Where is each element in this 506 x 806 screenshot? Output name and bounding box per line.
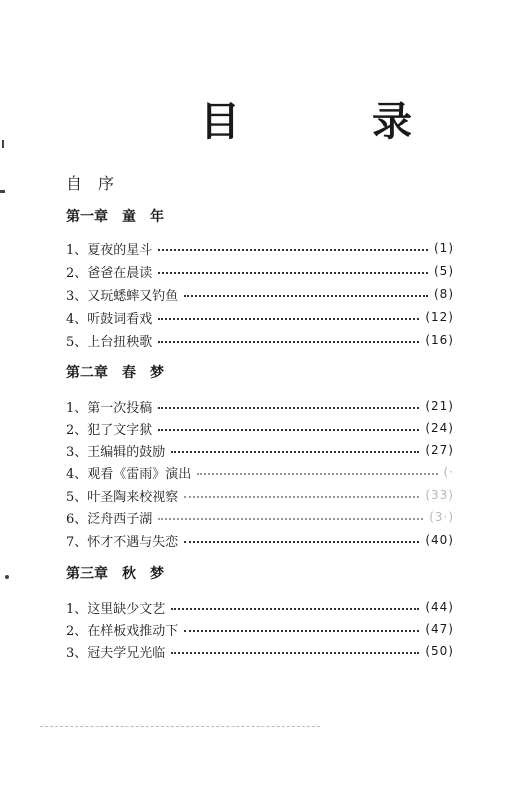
toc-entry — [66, 261, 454, 281]
dot-leader — [171, 451, 419, 453]
toc-entry-page: (12) — [425, 310, 454, 324]
toc-entry — [66, 485, 454, 505]
dot-leader — [171, 608, 419, 610]
chapter-title: 童年 — [122, 209, 178, 225]
toc-entry-page: (· — [443, 465, 454, 479]
toc-entry-page: (1) — [434, 241, 454, 255]
dot-leader — [184, 295, 428, 297]
chapter-number: 第二章 — [66, 365, 108, 381]
scan-line — [40, 726, 320, 727]
scan-mark — [5, 575, 9, 579]
toc-entry-label: 5、上台扭秧歌 — [66, 334, 153, 350]
dot-leader — [158, 407, 419, 409]
toc-entry-label: 4、观看《雷雨》演出 — [66, 466, 192, 482]
toc-entry-page: (47) — [425, 622, 454, 636]
toc-entry — [66, 619, 454, 639]
toc-entry-label: 1、第一次投稿 — [66, 400, 153, 416]
toc-entry — [66, 597, 454, 617]
chapter-heading — [66, 362, 178, 382]
toc-entry-label: 7、怀才不遇与失恋 — [66, 534, 179, 550]
toc-entry-label: 3、冠夫学兄光临 — [66, 645, 166, 661]
dot-leader — [184, 630, 419, 632]
toc-entry-page: (16) — [425, 333, 454, 347]
scan-mark — [0, 190, 5, 193]
toc-entry — [66, 507, 454, 527]
dot-leader — [158, 518, 423, 520]
dot-leader — [184, 541, 419, 543]
chapter-heading — [66, 563, 178, 583]
toc-entry — [66, 462, 454, 482]
toc-entry-page: (5) — [434, 264, 454, 278]
toc-entry-label: 6、泛舟西子湖 — [66, 511, 153, 527]
toc-entry — [66, 284, 454, 304]
dot-leader — [158, 341, 419, 343]
chapter-title: 秋梦 — [122, 566, 178, 582]
toc-entry — [66, 396, 454, 416]
chapter-number: 第三章 — [66, 566, 108, 582]
chapter-title: 春梦 — [122, 365, 178, 381]
toc-entry — [66, 418, 454, 438]
chapter-heading — [66, 206, 178, 226]
toc-entry — [66, 440, 454, 460]
toc-entry-page: (8) — [434, 287, 454, 301]
dot-leader — [184, 496, 419, 498]
dot-leader — [158, 429, 419, 431]
toc-entry-label: 3、王编辑的鼓励 — [66, 444, 166, 460]
dot-leader — [158, 272, 428, 274]
dot-leader — [197, 473, 437, 475]
dot-leader — [158, 249, 428, 251]
preface-entry: 自序 — [66, 174, 131, 193]
toc-entry-page: (44) — [425, 600, 454, 614]
toc-entry-page: (33) — [425, 488, 454, 502]
toc-entry-label: 5、叶圣陶来校视察 — [66, 489, 179, 505]
page-title: 目 录 — [200, 98, 458, 145]
toc-entry-label: 3、又玩蟋蟀又钓鱼 — [66, 288, 179, 304]
toc-entry — [66, 330, 454, 350]
toc-entry — [66, 530, 454, 550]
toc-entry-page: (24) — [425, 421, 454, 435]
dot-leader — [158, 318, 419, 320]
toc-entry-label: 2、犯了文字狱 — [66, 422, 153, 438]
toc-entry — [66, 307, 454, 327]
chapter-number: 第一章 — [66, 209, 108, 225]
toc-entry-page: (40) — [425, 533, 454, 547]
toc-entry-page: (27) — [425, 443, 454, 457]
toc-entry-label: 4、听鼓词看戏 — [66, 311, 153, 327]
toc-entry-label: 2、爸爸在晨读 — [66, 265, 153, 281]
toc-entry — [66, 238, 454, 258]
toc-entry — [66, 641, 454, 661]
toc-entry-label: 1、这里缺少文艺 — [66, 601, 166, 617]
toc-entry-page: (21) — [425, 399, 454, 413]
toc-entry-label: 1、夏夜的星斗 — [66, 242, 153, 258]
toc-entry-page: (50) — [425, 644, 454, 658]
toc-entry-page: (3·) — [429, 510, 454, 524]
toc-entry-label: 2、在样板戏推动下 — [66, 623, 179, 639]
dot-leader — [171, 652, 419, 654]
scan-mark — [2, 140, 4, 148]
